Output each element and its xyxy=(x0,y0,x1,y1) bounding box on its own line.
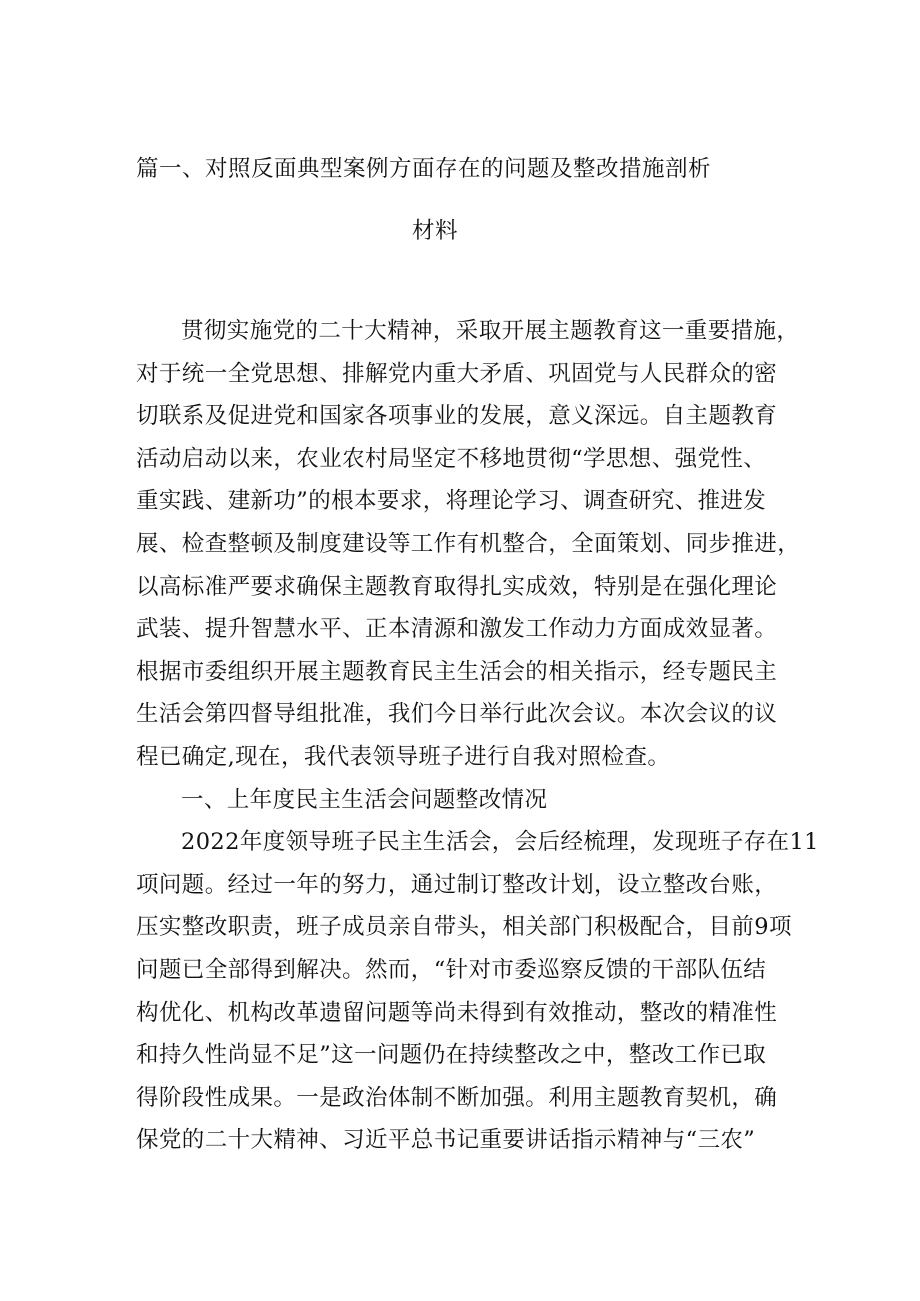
section-heading: 一、上年度民主生活会问题整改情况 xyxy=(181,786,548,813)
body-line: 以高标准严要求确保主题教育取得扎实成效，特别是在强化理论 xyxy=(136,573,778,600)
body-line: 切联系及促进党和国家各项事业的发展，意义深远。自主题教育 xyxy=(136,403,778,430)
body-line: 重实践、建新功”的根本要求，将理论学习、调查研究、推进发 xyxy=(136,488,767,515)
body-line: 生活会第四督导组批准，我们今日举行此次会议。本次会议的议 xyxy=(136,701,778,728)
document-title-line-1: 篇一、对照反面典型案例方面存在的问题及整改措施剖析 xyxy=(136,156,712,182)
body-line: 压实整改职责，班子成员亲自带头，相关部门积极配合，目前9项 xyxy=(136,914,792,941)
document-body xyxy=(136,310,819,1162)
body-line: 活动启动以来，农业农村局坚定不移地贯彻“学思想、强党性、 xyxy=(136,445,767,472)
body-line: 贯彻实施党的二十大精神，采取开展主题教育这一重要措施， xyxy=(181,318,800,344)
body-line: 程已确定,现在，我代表领导班子进行自我对照检查。 xyxy=(136,743,671,770)
body-line: 问题已全部得到解决。然而，“针对市委巡察反馈的干部队伍结 xyxy=(136,956,767,983)
body-line: 展、检查整顿及制度建设等工作有机整合，全面策划、同步推进， xyxy=(136,530,801,557)
body-line: 根据市委组织开展主题教育民主生活会的相关指示，经专题民主 xyxy=(136,658,778,685)
body-line: 和持久性尚显不足”这一问题仍在持续整改之中，整改工作已取 xyxy=(136,1042,767,1069)
body-line: 武装、提升智慧水平、正本清源和激发工作动力方面成效显著。 xyxy=(136,616,778,643)
body-line: 得阶段性成果。一是政治体制不断加强。利用主题教育契机，确 xyxy=(136,1084,778,1111)
document-title-line-2: 材料 xyxy=(412,218,459,244)
body-line: 2022年度领导班子民主生活会，会后经梳理，发现班子存在11 xyxy=(181,829,819,856)
body-line: 保党的二十大精神、习近平总书记重要讲话指示精神与“三农” xyxy=(136,1127,756,1154)
body-line: 对于统一全党思想、排解党内重大矛盾、巩固党与人民群众的密 xyxy=(136,360,778,387)
body-line: 项问题。经过一年的努力，通过制订整改计划，设立整改台账， xyxy=(136,871,778,898)
body-line: 构优化、机构改革遗留问题等尚未得到有效推动，整改的精准性 xyxy=(136,999,778,1026)
